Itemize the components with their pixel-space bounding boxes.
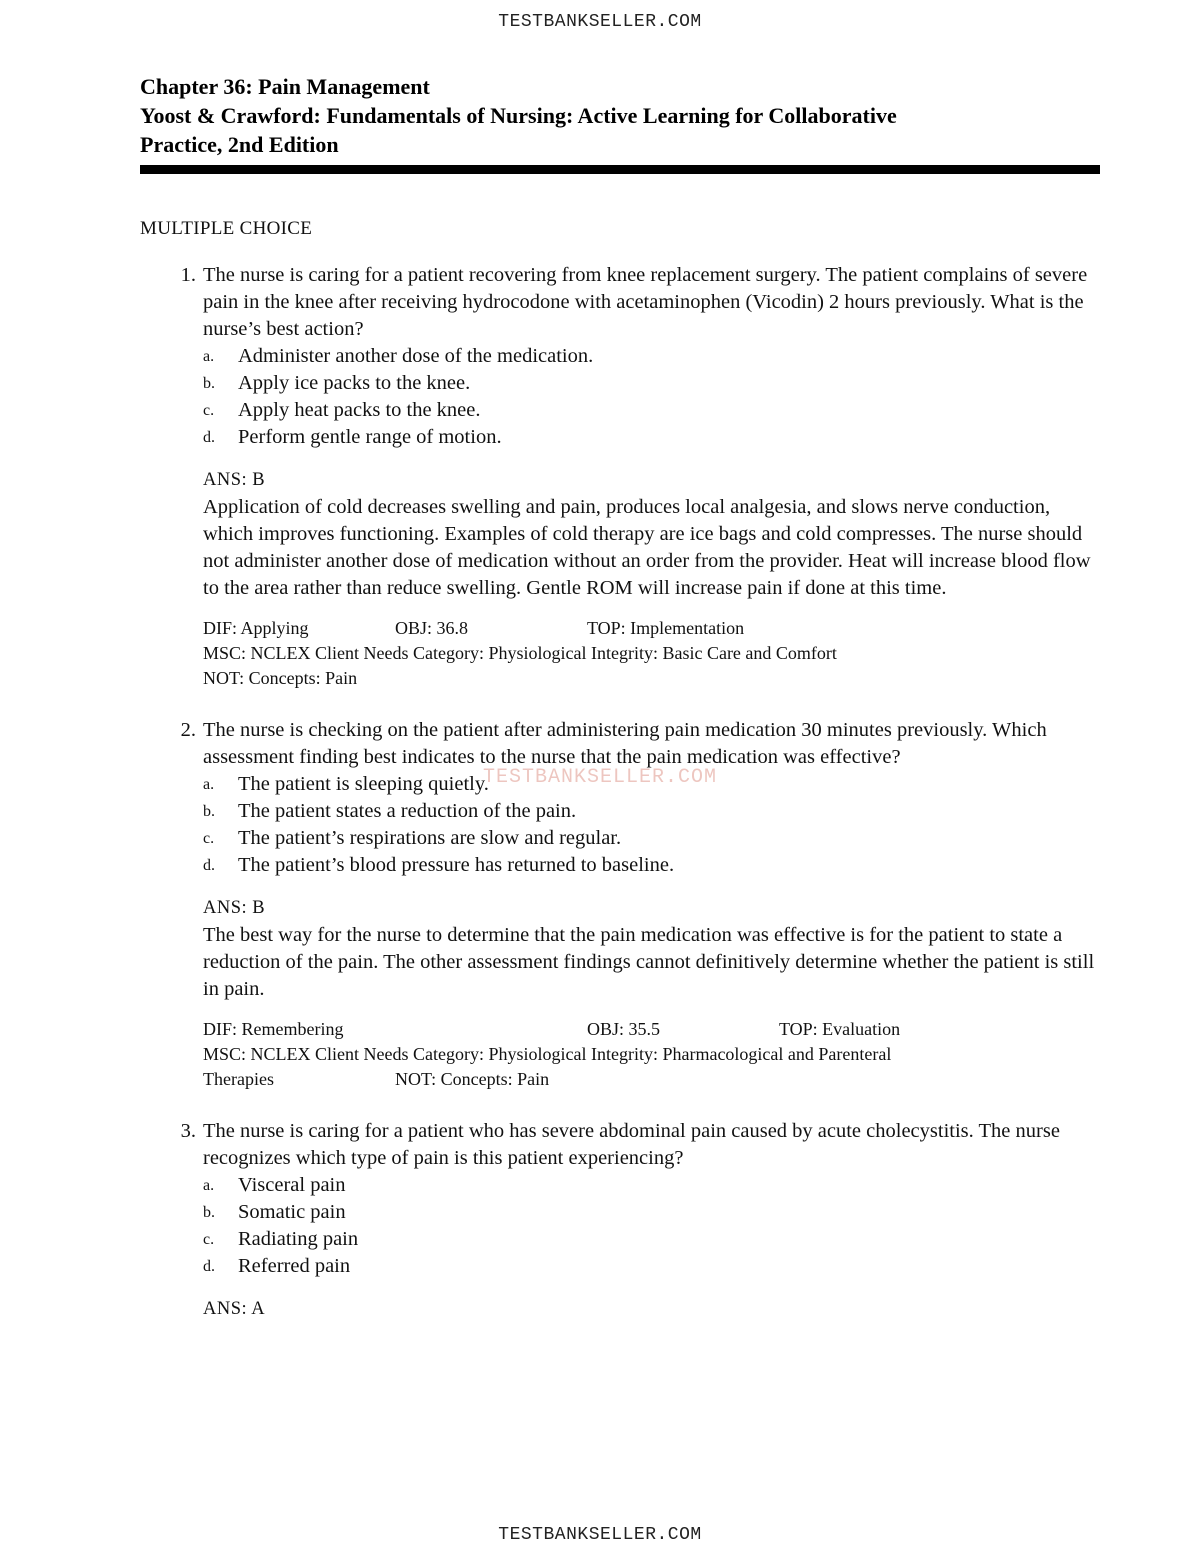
option-letter: a. [203,1177,215,1194]
question-metadata [203,616,1100,691]
option-text: Radiating pain [238,1228,359,1250]
site-header-mark: TESTBANKSELLER.COM [498,12,702,32]
topic: TOP: Evaluation [779,1019,901,1039]
option-c [203,825,1100,852]
option-text: Administer another dose of the medication. [238,345,594,367]
option-b [203,370,1100,397]
option-letter: c. [203,1231,215,1248]
option-d [203,424,1100,451]
question-1 [140,262,1100,691]
option-a [203,771,1100,798]
option-d [203,1253,1100,1280]
book-title-line-1: Yoost & Crawford: Fundamentals of Nursing: Active Learning for Collaborative [140,103,897,128]
option-text: Apply heat packs to the knee. [238,399,481,421]
option-a [203,343,1100,370]
client-needs-category: MSC: NCLEX Client Needs Category: Physiological Integrity: Pharmacological and Parenteral [203,1044,892,1064]
option-text: The patient is sleeping quietly. [238,773,489,795]
option-b [203,1199,1100,1226]
watermark: TESTBANKSELLER.COM [482,766,718,789]
question-number: 3. [180,1120,196,1142]
option-letter: d. [203,429,215,446]
option-c [203,1226,1100,1253]
client-needs-category-continued: Therapies [203,1069,274,1089]
objective: OBJ: 35.5 [587,1019,661,1039]
question-stem: The nurse is checking on the patient after administering pain medication 30 minutes previously. Which assessment finding best indicates to the nurse that the pain medication was effective? [203,719,1047,768]
title-rule [140,165,1100,174]
title-block [140,72,1100,159]
question-stem: The nurse is caring for a patient who has severe abdominal pain caused by acute cholecystitis. The nurse recognizes which type of pain is this patient experiencing? [203,1120,1060,1169]
option-text: The patient states a reduction of the pain. [238,800,577,822]
objective: OBJ: 36.8 [395,618,469,638]
option-text: The patient’s blood pressure has returned to baseline. [238,854,675,876]
option-letter: d. [203,1258,215,1275]
option-text: Apply ice packs to the knee. [238,372,471,394]
answer-options [203,771,1100,879]
question-2 [140,717,1100,1092]
site-footer-mark: TESTBANKSELLER.COM [498,1525,702,1545]
option-a [203,1172,1100,1199]
rationale: Application of cold decreases swelling and pain, produces local analgesia, and slows nerve conduction, which improves functioning. Examples of cold therapy are ice bags and cold compresses. The nurse should not administer another dose of medication without an order from the provider. Heat will increase blood flow to the area rather than reduce swelling. Gentle ROM will increase pain if done at this time. [203,496,1091,599]
answer-options [203,343,1100,451]
question-number: 2. [180,719,196,741]
question-stem: The nurse is caring for a patient recovering from knee replacement surgery. The patient complains of severe pain in the knee after receiving hydrocodone with acetaminophen (Vicodin) 2 hours previously. What is the nurse’s best action? [203,264,1088,340]
concepts-note: NOT: Concepts: Pain [203,668,358,688]
option-d [203,852,1100,879]
option-c [203,397,1100,424]
answer-key: ANS: B [203,470,266,490]
rationale: The best way for the nurse to determine that the pain medication was effective is for the patient to state a reduction of the pain. The other assessment findings cannot definitively determine whether the patient is still in pain. [203,924,1095,1000]
difficulty: DIF: Remembering [203,1019,344,1039]
option-letter: b. [203,1204,215,1221]
option-letter: a. [203,348,215,365]
option-text: Somatic pain [238,1201,346,1223]
option-text: The patient’s respirations are slow and regular. [238,827,622,849]
option-text: Visceral pain [238,1174,346,1196]
option-text: Perform gentle range of motion. [238,426,502,448]
question-3 [140,1118,1100,1323]
concepts-note: NOT: Concepts: Pain [395,1069,550,1089]
option-letter: b. [203,803,215,820]
option-text: Referred pain [238,1255,351,1277]
difficulty: DIF: Applying [203,618,309,638]
option-letter: c. [203,830,215,847]
option-letter: a. [203,776,215,793]
option-letter: d. [203,857,215,874]
question-metadata [203,1017,1100,1092]
client-needs-category: MSC: NCLEX Client Needs Category: Physiological Integrity: Basic Care and Comfort [203,643,837,663]
option-b [203,798,1100,825]
answer-key: ANS: B [203,898,266,918]
book-title-line-2: Practice, 2nd Edition [140,132,339,157]
answer-options [203,1172,1100,1280]
question-number: 1. [180,264,196,286]
answer-key: ANS: A [203,1299,266,1319]
option-letter: c. [203,402,215,419]
document-page [140,72,1100,1323]
option-letter: b. [203,375,215,392]
topic: TOP: Implementation [587,618,745,638]
section-heading: MULTIPLE CHOICE [140,218,313,239]
chapter-title: Chapter 36: Pain Management [140,74,430,99]
